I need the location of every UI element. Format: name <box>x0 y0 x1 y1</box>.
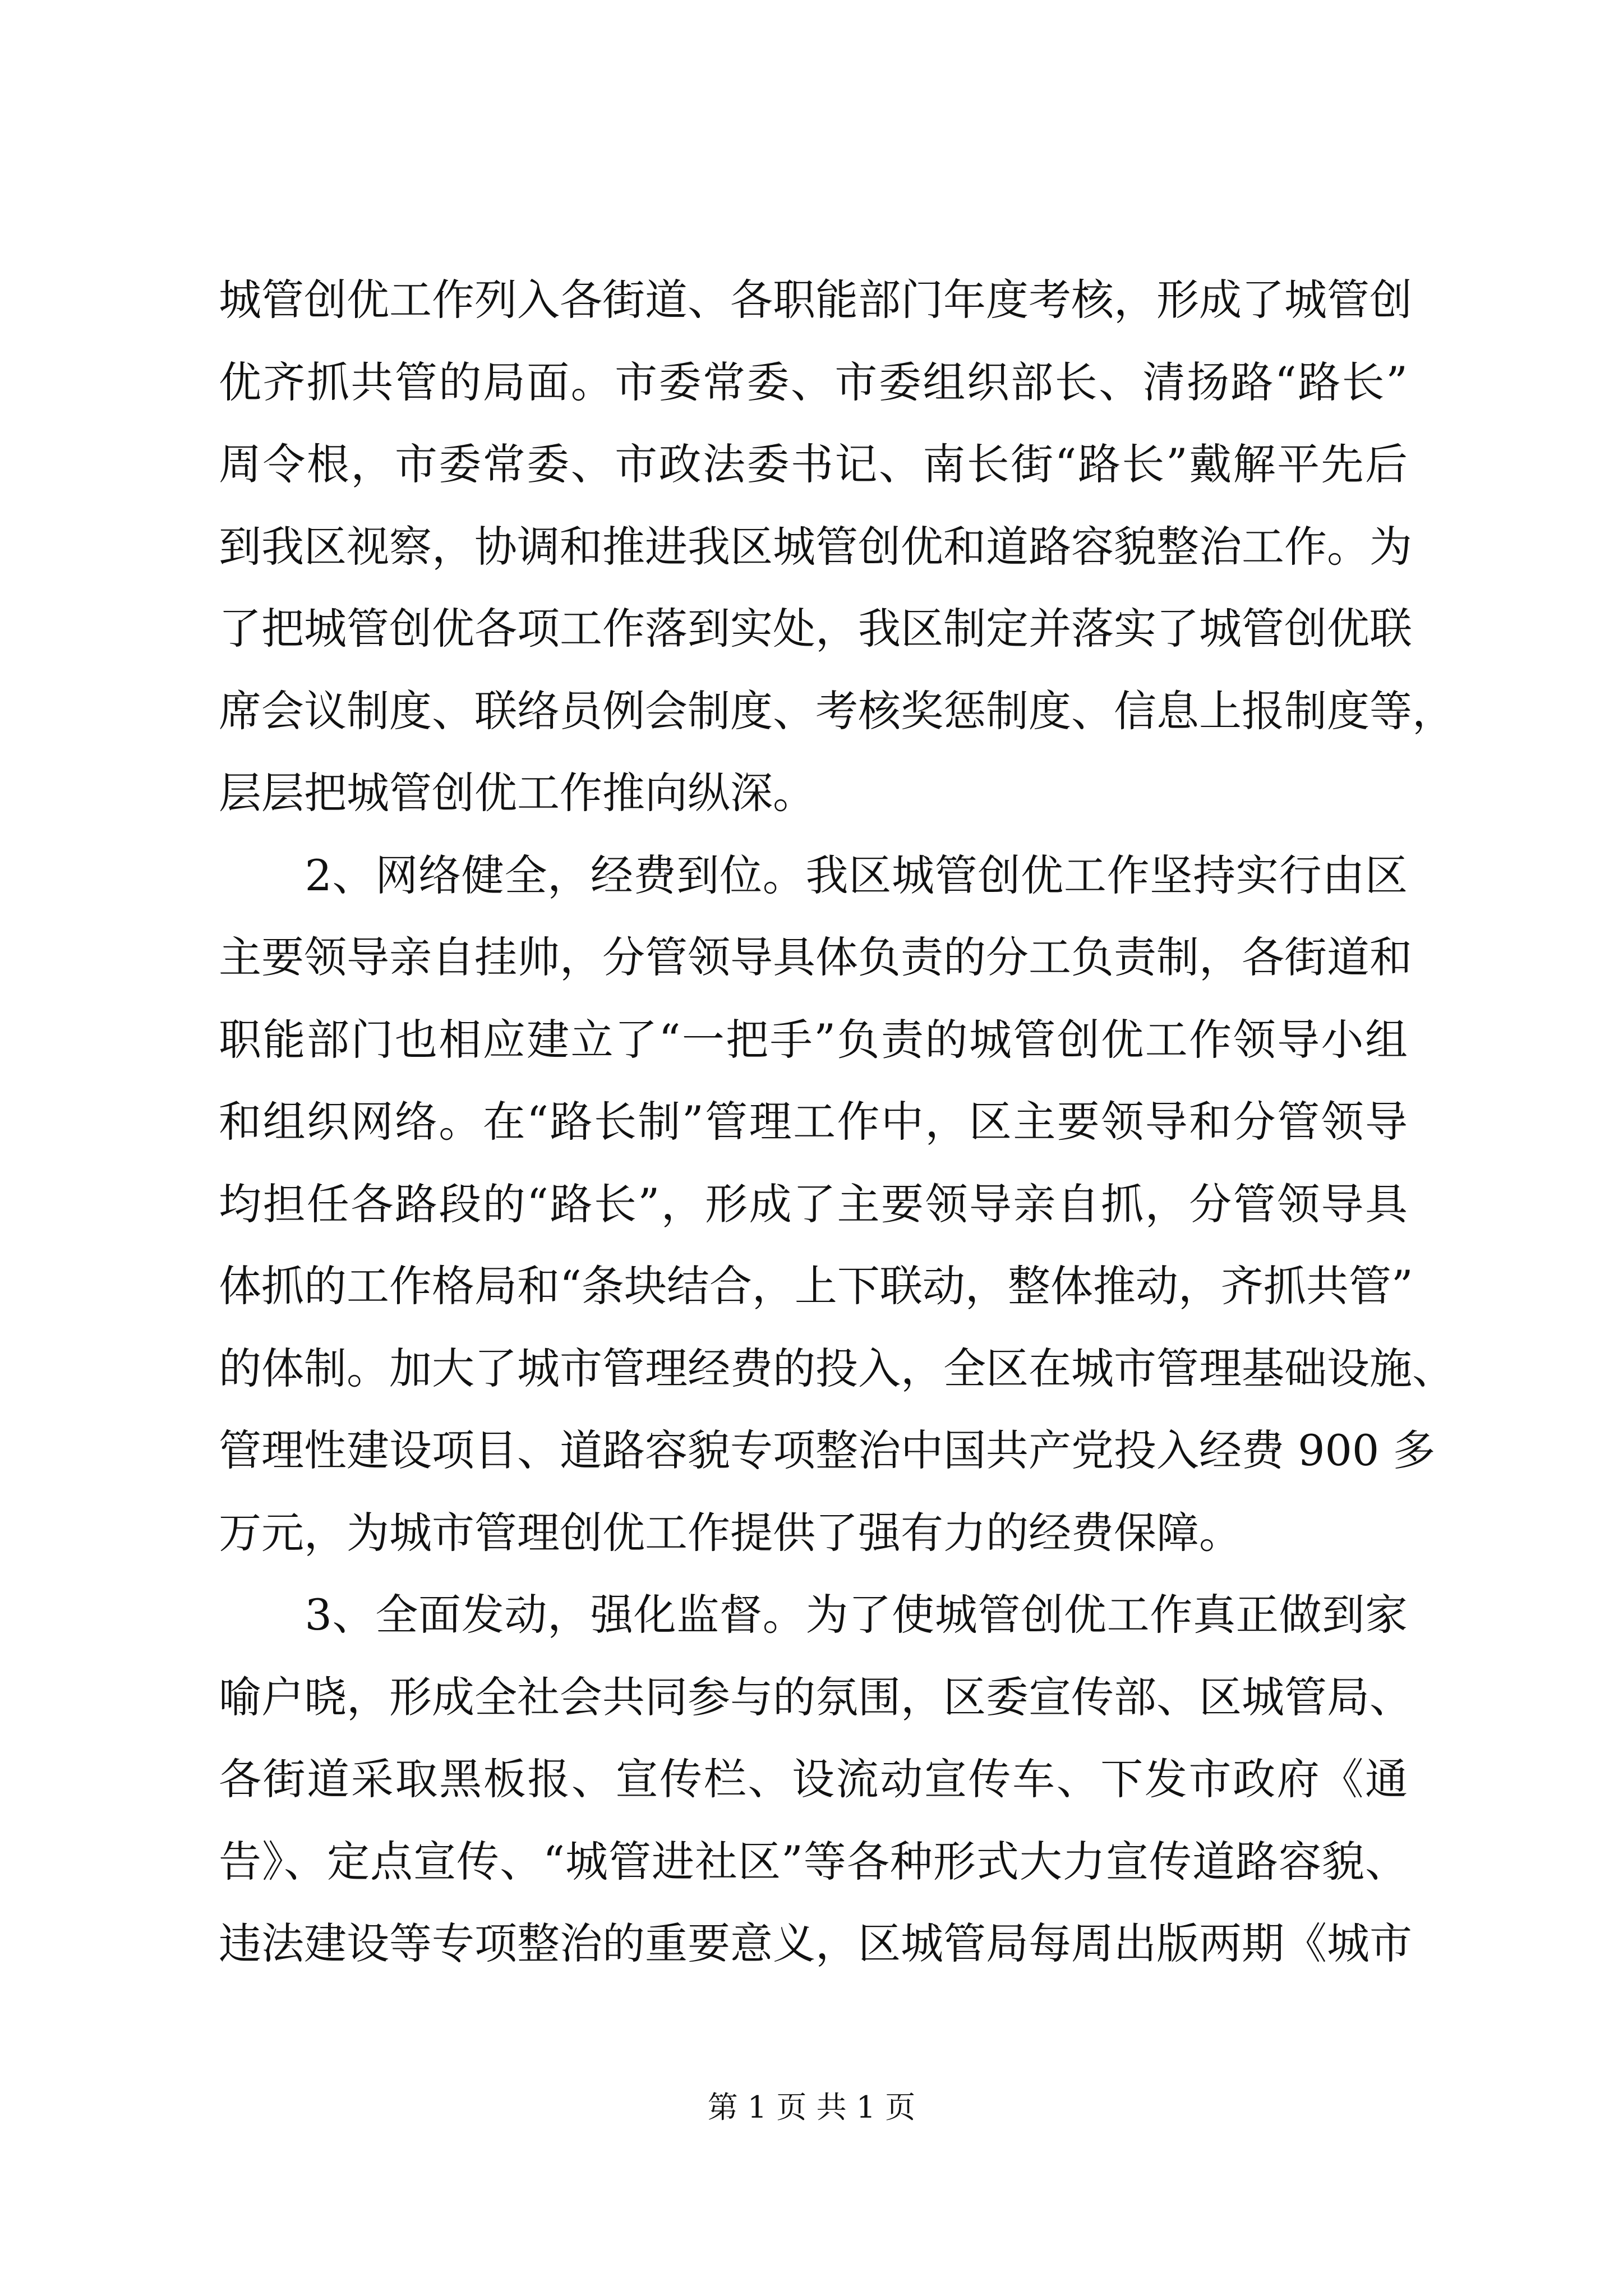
text-line: 均担任各路段的“路长”，形成了主要领导亲自抓，分管领导具 <box>219 1179 1408 1229</box>
text-line: 了把城管创优各项工作落到实处，我区制定并落实了城管创优联 <box>219 604 1412 654</box>
text-line: 优齐抓共管的局面。市委常委、市委组织部长、清扬路“路长” <box>219 357 1408 407</box>
text-line: 层层把城管创优工作推向纵深。 <box>219 768 815 818</box>
text-line: 和组织网络。在“路长制”管理工作中，区主要领导和分管领导 <box>219 1097 1408 1147</box>
text-line: 违法建设等专项整治的重要意义，区城管局每周出版两期《城市 <box>219 1918 1412 1968</box>
text-line: 职能部门也相应建立了“一把手”负责的城管创优工作领导小组 <box>219 1014 1408 1065</box>
text-line: 2、网络健全，经费到位。我区城管创优工作坚持实行由区 <box>219 850 1408 900</box>
text-line: 管理性建设项目、道路容貌专项整治中国共产党投入经费 900 多 <box>219 1425 1436 1475</box>
text-line: 主要领导亲自挂帅，分管领导具体负责的分工负责制，各街道和 <box>219 932 1412 982</box>
text-line: 周令根，市委常委、市政法委书记、南长街“路长”戴解平先后 <box>219 439 1408 489</box>
page-footer: 第 1 页 共 1 页 <box>707 2090 916 2125</box>
text-line: 3、全面发动，强化监督。为了使城管创优工作真正做到家 <box>219 1590 1408 1640</box>
text-line: 各街道采取黑板报、宣传栏、设流动宣传车、下发市政府《通 <box>219 1754 1408 1804</box>
text-line: 席会议制度、联络员例会制度、考核奖惩制度、信息上报制度等， <box>219 685 1455 736</box>
text-line: 到我区视察，协调和推进我区城管创优和道路容貌整治工作。为 <box>219 521 1412 572</box>
text-line: 城管创优工作列入各街道、各职能部门年度考核，形成了城管创 <box>219 275 1412 325</box>
text-line: 万元，为城市管理创优工作提供了强有力的经费保障。 <box>219 1507 1242 1558</box>
text-line: 体抓的工作格局和“条块结合，上下联动，整体推动，齐抓共管” <box>219 1261 1413 1311</box>
document-body <box>219 259 1455 1985</box>
text-line: 的体制。加大了城市管理经费的投入，全区在城市管理基础设施、 <box>219 1343 1455 1393</box>
text-line: 告》、定点宣传、“城管进社区”等各种形式大力宣传道路容貌、 <box>219 1836 1408 1887</box>
text-line: 喻户晓，形成全社会共同参与的氛围，区委宣传部、区城管局、 <box>219 1672 1412 1722</box>
